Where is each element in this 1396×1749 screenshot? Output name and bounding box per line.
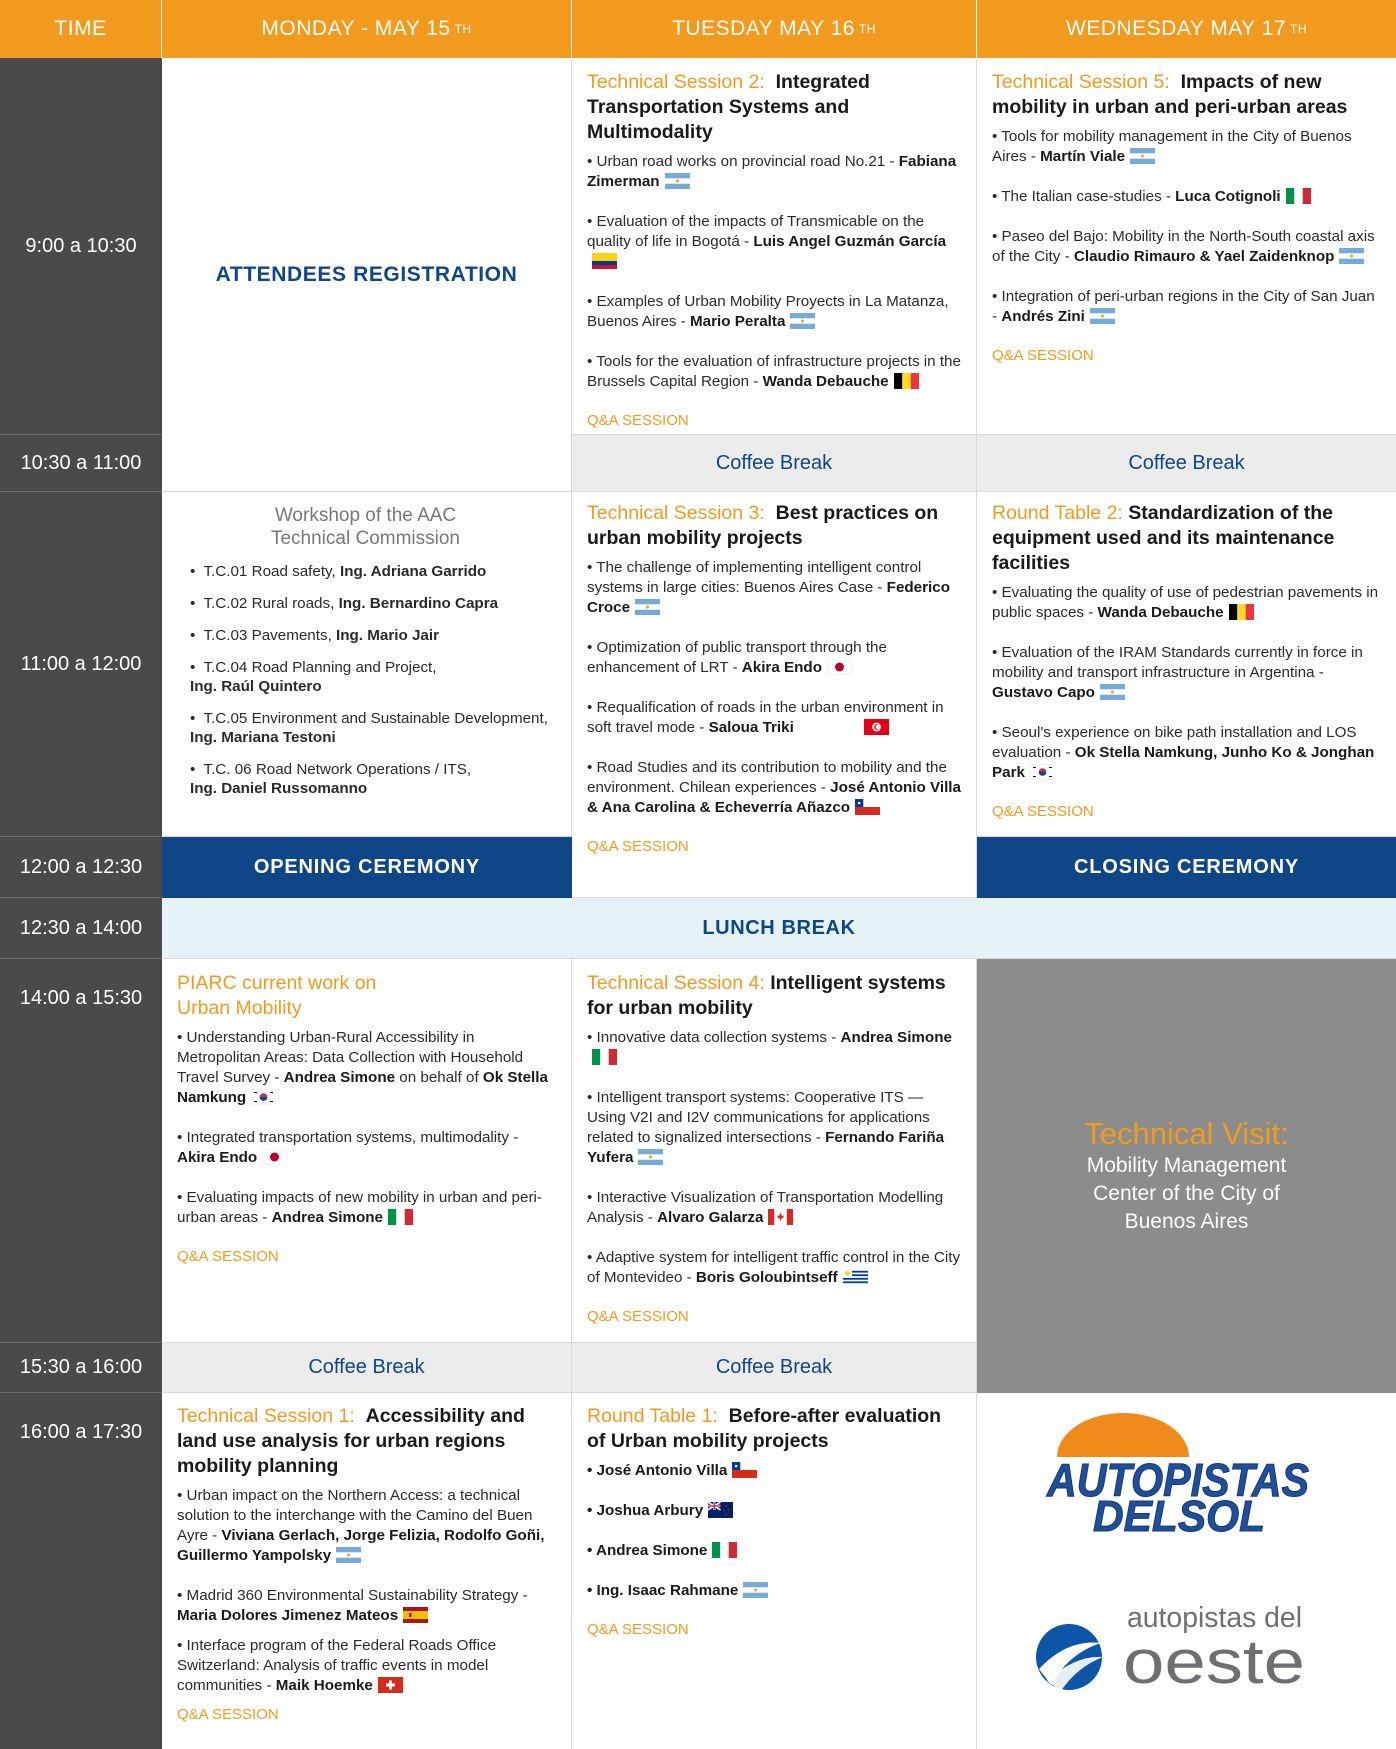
session-heading: Integrated Transportation Systems and Multimodality bbox=[587, 71, 870, 143]
item-text: • Interface program of the Federal Roads Office Switzerland: Analysis of traffic events in model communities - bbox=[177, 1637, 497, 1694]
technical-session-5 bbox=[977, 58, 1396, 435]
session-heading: Best practices on urban mobility projects bbox=[587, 502, 939, 549]
item-text: on behalf of bbox=[399, 1069, 479, 1086]
session-title bbox=[992, 70, 1382, 120]
item-text: • Integration of peri-urban regions in the City of San Juan - bbox=[992, 288, 1375, 325]
item-author: Ing. Mariana Testoni bbox=[190, 729, 336, 746]
item-text: • Optimization of public transport through the enhancement of LRT - bbox=[587, 639, 887, 676]
technical-visit-line: Center of the City of bbox=[1093, 1182, 1280, 1205]
coffee-break-label: Coffee Break bbox=[715, 451, 833, 474]
item-author: • Ing. Isaac Rahmane bbox=[587, 1582, 739, 1599]
argentina-flag-icon bbox=[1100, 684, 1125, 700]
item-author: Mario Peralta bbox=[690, 313, 786, 330]
attendees-registration-cell bbox=[162, 58, 572, 492]
qa-session: Q&A SESSION bbox=[587, 1308, 689, 1325]
item-author: Saloua Triki bbox=[708, 719, 794, 736]
time-label: 14:00 a 15:30 bbox=[19, 987, 143, 1009]
session-item bbox=[177, 1128, 557, 1168]
opening-ceremony-label: OPENING CEREMONY bbox=[253, 856, 481, 878]
item-author: Wanda Debauche bbox=[1097, 604, 1224, 621]
item-text: • Urban road works on provincial road No.21 - bbox=[587, 153, 895, 170]
closing-ceremony-label: CLOSING CEREMONY bbox=[1073, 856, 1300, 878]
workshop-list bbox=[170, 562, 561, 798]
item-author: Akira Endo bbox=[177, 1149, 258, 1166]
qa-session: Q&A SESSION bbox=[992, 803, 1094, 820]
session-label: Technical Session 5: bbox=[992, 71, 1170, 93]
item-author: Maria Dolores Jimenez Mateos bbox=[177, 1607, 399, 1624]
item-text: • Road Studies and its contribution to mobility and the environment. Chilean experiences - bbox=[587, 759, 947, 796]
italy-flag-icon bbox=[1286, 188, 1311, 204]
technical-session-4 bbox=[572, 959, 977, 1343]
item-author: Andrea Simone bbox=[271, 1209, 383, 1226]
qa-session: Q&A SESSION bbox=[177, 1248, 279, 1265]
item-author: Ing. Bernardino Capra bbox=[338, 595, 499, 612]
session-label: PIARC current work on Urban Mobility bbox=[177, 972, 377, 1019]
belgium-flag-icon bbox=[894, 373, 919, 389]
item-text: T.C.04 Road Planning and Project, bbox=[203, 659, 437, 676]
header-time-label: TIME bbox=[54, 17, 107, 40]
session-label: Round Table 1: bbox=[587, 1405, 718, 1427]
time-label: 11:00 a 12:00 bbox=[20, 652, 142, 675]
lunch-break-label: LUNCH BREAK bbox=[702, 916, 856, 939]
header-wednesday bbox=[977, 0, 1396, 58]
item-author: Ing. Daniel Russomanno bbox=[190, 780, 368, 797]
item-author: • Andrea Simone bbox=[587, 1542, 708, 1559]
coffee-break-tuesday bbox=[572, 435, 977, 492]
item-text: • Seoul's experience on bike path installation and LOS evaluation - bbox=[992, 724, 1357, 761]
item-author: Andrés Zini bbox=[1001, 308, 1085, 325]
round-table-1 bbox=[572, 1393, 977, 1749]
chile-flag-icon bbox=[732, 1462, 757, 1478]
workshop-item: • T.C.03 Pavements, Ing. Mario Jair bbox=[190, 627, 439, 644]
item-author: Andrea Simone bbox=[283, 1069, 396, 1086]
item-author: Ok Stella Namkung bbox=[177, 1069, 548, 1106]
piarc-session bbox=[162, 959, 572, 1343]
time-slot bbox=[0, 492, 162, 837]
session-label: Round Table 2: bbox=[992, 502, 1123, 524]
coffee-break-label: Coffee Break bbox=[1128, 451, 1245, 474]
header-sup: TH bbox=[858, 22, 876, 36]
item-author: Viviana Gerlach, Jorge Felizia, Rodolfo Goñi, Guillermo Yampolsky bbox=[177, 1527, 545, 1564]
technical-visit-content bbox=[1084, 1116, 1288, 1236]
technical-visit-line: Buenos Aires bbox=[1124, 1210, 1249, 1233]
qa-session: Q&A SESSION bbox=[587, 412, 689, 429]
coffee-break-wednesday bbox=[977, 435, 1396, 492]
item-text: T.C. 06 Road Network Operations / ITS, bbox=[203, 761, 472, 778]
item-text: • Requalification of roads in the urban environment in soft travel mode - bbox=[587, 699, 944, 736]
autopistas-del-oeste-line1: autopistas del bbox=[1127, 1602, 1302, 1634]
item-text: • Integrated transportation systems, multimodality - bbox=[177, 1129, 519, 1146]
item-author: Luis Angel Guzmán García bbox=[753, 233, 947, 250]
item-text: • The Italian case-studies - bbox=[992, 188, 1171, 205]
item-author: Ing. Raúl Quintero bbox=[190, 678, 322, 695]
session-item bbox=[587, 1248, 962, 1288]
colombia-flag-icon bbox=[592, 253, 617, 269]
session-item bbox=[992, 287, 1382, 327]
time-slot bbox=[0, 898, 162, 959]
header-sup: TH bbox=[1290, 22, 1307, 36]
qa-session: Q&A SESSION bbox=[177, 1706, 279, 1723]
session-label: Technical Session 1: bbox=[177, 1405, 355, 1427]
japan-flag-icon bbox=[827, 659, 852, 675]
workshop-item: • T.C. 06 Road Network Operations / ITS, Ing. Daniel Russomanno bbox=[190, 761, 472, 797]
item-author: Ing. Adriana Garrido bbox=[339, 563, 487, 580]
argentina-flag-icon bbox=[790, 313, 815, 329]
argentina-flag-icon bbox=[1339, 248, 1364, 264]
session-item bbox=[587, 558, 962, 618]
header-time bbox=[0, 0, 162, 58]
item-text: T.C.01 Road safety, bbox=[203, 563, 336, 580]
autopistas-del-sol-line1: AUTOPISTAS bbox=[1046, 1454, 1310, 1506]
session-title bbox=[587, 971, 962, 1021]
item-text: • Madrid 360 Environmental Sustainability Strategy - bbox=[177, 1587, 528, 1604]
session-item bbox=[587, 758, 962, 818]
item-text: • Understanding Urban-Rural Accessibility in Metropolitan Areas: Data Collection with Household Travel Survey - bbox=[177, 1029, 524, 1086]
time-slot bbox=[0, 435, 162, 492]
tunisia-flag-icon bbox=[864, 719, 889, 735]
item-text: • Evaluating impacts of new mobility in urban and peri-urban areas - bbox=[177, 1189, 542, 1226]
workshop-item: • T.C.02 Rural roads, Ing. Bernardino Capra bbox=[190, 595, 499, 612]
argentina-flag-icon bbox=[336, 1547, 361, 1563]
session-item bbox=[587, 292, 962, 332]
technical-session-3 bbox=[572, 492, 977, 898]
session-item bbox=[587, 1501, 962, 1521]
session-item bbox=[587, 698, 962, 738]
italy-flag-icon bbox=[592, 1049, 617, 1065]
technical-session-1 bbox=[162, 1393, 572, 1749]
time-slot bbox=[0, 1393, 162, 1749]
session-item bbox=[587, 212, 962, 272]
session-item bbox=[992, 583, 1382, 623]
italy-flag-icon bbox=[388, 1209, 413, 1225]
sponsor-logos bbox=[977, 1393, 1396, 1749]
item-author: Fabiana Zimerman bbox=[587, 153, 957, 190]
time-label: 12:30 a 14:00 bbox=[19, 916, 143, 939]
session-heading: Before-after evaluation of Urban mobility projects bbox=[587, 1405, 942, 1452]
coffee-break-monday bbox=[162, 1343, 572, 1393]
session-item bbox=[177, 1486, 557, 1566]
session-item bbox=[992, 187, 1382, 207]
item-text: • Evaluation of the IRAM Standards currently in force in mobility and transport infrastructure in Argentina - bbox=[992, 644, 1363, 681]
switzerland-flag-icon bbox=[378, 1677, 403, 1693]
uruguay-flag-icon bbox=[843, 1269, 868, 1285]
spain-flag-icon bbox=[403, 1607, 428, 1623]
belgium-flag-icon bbox=[1229, 604, 1254, 620]
header-monday-label: MONDAY - MAY 15 bbox=[261, 17, 451, 40]
item-text: • Innovative data collection systems - bbox=[587, 1029, 837, 1046]
session-label: Technical Session 3: bbox=[587, 502, 765, 524]
time-slot bbox=[0, 959, 162, 1343]
time-slot bbox=[0, 837, 162, 898]
workshop-item: • T.C.01 Road safety, Ing. Adriana Garrido bbox=[190, 563, 487, 580]
japan-flag-icon bbox=[262, 1149, 287, 1165]
session-item bbox=[587, 638, 962, 678]
session-item bbox=[992, 227, 1382, 267]
technical-session-2 bbox=[572, 58, 977, 435]
item-text: • Paseo del Bajo: Mobility in the North-South coastal axis of the City - bbox=[992, 228, 1375, 265]
session-heading: Accessibility and land use analysis for urban regions mobility planning bbox=[177, 1405, 525, 1477]
qa-session: Q&A SESSION bbox=[587, 1621, 689, 1638]
item-text: T.C.02 Rural roads, bbox=[203, 595, 335, 612]
workshop-title bbox=[170, 504, 561, 550]
workshop-item: • T.C.05 Environment and Sustainable Development, Ing. Mariana Testoni bbox=[190, 710, 548, 746]
round-table-2 bbox=[977, 492, 1396, 837]
autopistas-del-oeste-logo bbox=[977, 1569, 1396, 1739]
closing-ceremony bbox=[977, 837, 1396, 898]
technical-visit bbox=[977, 959, 1396, 1393]
coffee-break-tuesday-afternoon bbox=[572, 1343, 977, 1393]
time-slot bbox=[0, 58, 162, 435]
session-title bbox=[992, 501, 1382, 576]
time-label: 12:00 a 12:30 bbox=[19, 855, 143, 878]
technical-visit-line: Mobility Management bbox=[1086, 1154, 1287, 1177]
workshop-aac bbox=[162, 492, 572, 837]
autopistas-del-sol-line2: DELSOL bbox=[1093, 1492, 1265, 1541]
qa-session: Q&A SESSION bbox=[587, 838, 689, 855]
time-label: 10:30 a 11:00 bbox=[20, 451, 142, 474]
item-author: Wanda Debauche bbox=[762, 373, 889, 390]
session-title bbox=[587, 70, 962, 145]
item-text: • Examples of Urban Mobility Proyects in La Matanza, Buenos Aires - bbox=[587, 293, 949, 330]
session-title bbox=[587, 1404, 962, 1454]
technical-visit-title: Technical Visit: bbox=[1084, 1116, 1289, 1151]
argentina-flag-icon bbox=[1090, 308, 1115, 324]
session-item bbox=[587, 1088, 962, 1168]
coffee-break-label: Coffee Break bbox=[715, 1356, 833, 1378]
session-item bbox=[587, 1581, 962, 1601]
header-tuesday-label: TUESDAY MAY 16 bbox=[672, 17, 855, 40]
time-label: 16:00 a 17:30 bbox=[19, 1421, 143, 1443]
time-label: 15:30 a 16:00 bbox=[19, 1356, 143, 1378]
autopistas-del-oeste-line2: oeste bbox=[1123, 1628, 1305, 1697]
workshop-item: • T.C.04 Road Planning and Project, Ing. Raúl Quintero bbox=[190, 659, 437, 695]
item-author: Boris Goloubintseff bbox=[695, 1269, 838, 1286]
item-text: T.C.05 Environment and Sustainable Development, bbox=[203, 710, 548, 727]
session-title bbox=[177, 971, 417, 1021]
session-item bbox=[177, 1586, 557, 1626]
chile-flag-icon bbox=[855, 799, 880, 815]
item-text: • Interactive Visualization of Transportation Modelling Analysis - bbox=[587, 1189, 944, 1226]
session-item bbox=[587, 1541, 962, 1561]
item-text: • Adaptive system for intelligent traffic control in the City of Montevideo - bbox=[587, 1249, 961, 1286]
item-author: • José Antonio Villa bbox=[587, 1462, 728, 1479]
item-text: • Tools for the evaluation of infrastructure projects in the Brussels Capital Region - bbox=[587, 353, 961, 390]
qa-session: Q&A SESSION bbox=[992, 347, 1094, 364]
header-tuesday bbox=[572, 0, 977, 58]
argentina-flag-icon bbox=[665, 173, 690, 189]
item-text: • Evaluating the quality of use of pedestrian pavements in public spaces - bbox=[992, 584, 1379, 621]
session-item bbox=[177, 1028, 557, 1108]
session-item bbox=[177, 1188, 557, 1228]
time-slot bbox=[0, 1343, 162, 1393]
time-label: 9:00 a 10:30 bbox=[25, 234, 137, 257]
item-author: José Antonio Villa & Ana Carolina & Echeverría Añazco bbox=[587, 779, 961, 816]
session-item bbox=[177, 1636, 557, 1696]
item-text: • Intelligent transport systems: Cooperative ITS — Using V2I and I2V communications for applications related to signalized intersections - bbox=[587, 1089, 930, 1146]
session-heading: Intelligent systems for urban mobility bbox=[587, 972, 946, 1019]
item-author: Gustavo Capo bbox=[992, 684, 1095, 701]
session-item bbox=[587, 1461, 962, 1481]
item-author: • Joshua Arbury bbox=[587, 1502, 704, 1519]
session-item bbox=[587, 152, 962, 192]
session-title bbox=[177, 1404, 557, 1479]
italy-flag-icon bbox=[712, 1542, 737, 1558]
item-author: Martín Viale bbox=[1040, 148, 1126, 165]
session-item bbox=[992, 127, 1382, 167]
session-title bbox=[587, 501, 962, 551]
attendees-registration: ATTENDEES REGISTRATION bbox=[215, 262, 518, 286]
session-item bbox=[587, 1028, 962, 1068]
item-author: Alvaro Galarza bbox=[657, 1209, 764, 1226]
coffee-break-label: Coffee Break bbox=[308, 1356, 425, 1378]
item-author: Ok Stella Namkung, Junho Ko & Jonghan Park bbox=[992, 744, 1375, 781]
session-heading: Standardization of the equipment used and its maintenance facilities bbox=[992, 502, 1335, 574]
session-label: Technical Session 2: bbox=[587, 71, 765, 93]
header-sup: TH bbox=[454, 22, 472, 36]
session-item bbox=[992, 643, 1382, 703]
lunch-break bbox=[162, 898, 1396, 959]
item-author: Federico Croce bbox=[587, 579, 950, 616]
session-label: Technical Session 4: bbox=[587, 972, 765, 994]
session-item bbox=[587, 1188, 962, 1228]
item-author: Akira Endo bbox=[741, 659, 822, 676]
new-zealand-flag-icon bbox=[708, 1502, 733, 1518]
session-item bbox=[587, 352, 962, 392]
item-author: Ing. Mario Jair bbox=[336, 627, 439, 644]
item-text: • Tools for mobility management in the City of Buenos Aires - bbox=[992, 128, 1352, 165]
item-author: Luca Cotignoli bbox=[1175, 188, 1281, 205]
south-korea-flag-icon bbox=[1030, 764, 1055, 780]
session-item bbox=[992, 723, 1382, 783]
item-author: Claudio Rimauro & Yael Zaidenknop bbox=[1073, 248, 1335, 265]
session-heading: Impacts of new mobility in urban and peri-urban areas bbox=[992, 71, 1348, 118]
item-author: Maik Hoemke bbox=[275, 1677, 373, 1694]
item-author: Fernando Fariña Yufera bbox=[587, 1129, 945, 1166]
argentina-flag-icon bbox=[635, 599, 660, 615]
south-korea-flag-icon bbox=[251, 1089, 276, 1105]
argentina-flag-icon bbox=[1130, 148, 1155, 164]
workshop-title-line1: Workshop of the AAC bbox=[274, 505, 457, 526]
header-monday bbox=[162, 0, 572, 58]
opening-ceremony bbox=[162, 837, 572, 898]
canada-flag-icon bbox=[768, 1209, 793, 1225]
argentina-flag-icon bbox=[638, 1149, 663, 1165]
argentina-flag-icon bbox=[743, 1582, 768, 1598]
workshop-title-line2: Technical Commission bbox=[270, 528, 460, 549]
item-text: • Urban impact on the Northern Access: a technical solution to the interchange with the Camino del Buen Ayre - bbox=[177, 1487, 533, 1544]
item-text: • The challenge of implementing intelligent control systems in large cities: Buenos Aires Case - bbox=[587, 559, 922, 596]
item-text: T.C.03 Pavements, bbox=[203, 627, 332, 644]
item-text: • Evaluation of the impacts of Transmicable on the quality of life in Bogotá - bbox=[587, 213, 925, 250]
header-wednesday-label: WEDNESDAY MAY 17 bbox=[1065, 17, 1286, 40]
item-author: Andrea Simone bbox=[840, 1029, 952, 1046]
